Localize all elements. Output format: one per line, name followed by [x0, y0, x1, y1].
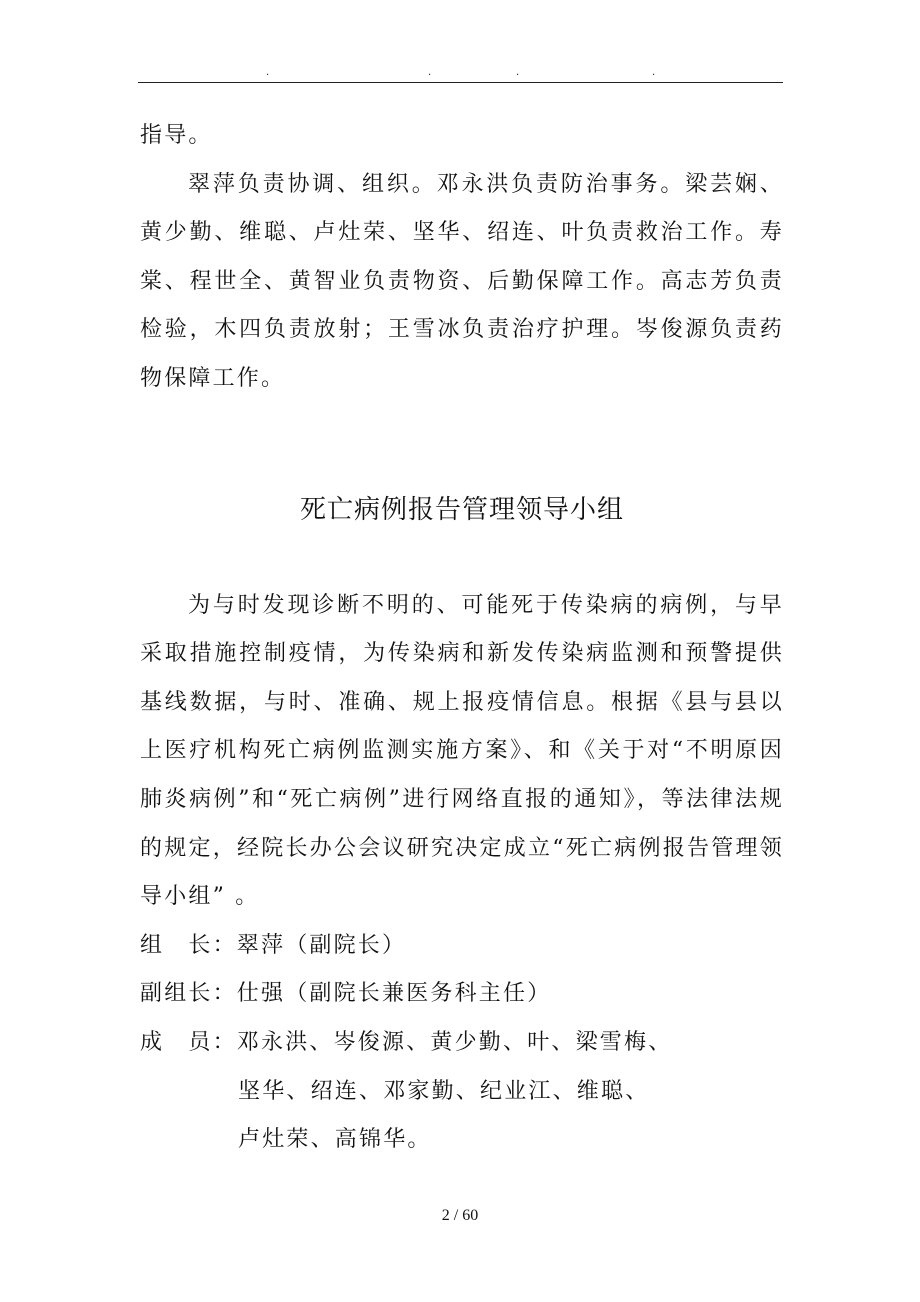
group-members-cont: 坚华、绍连、邓家勤、纪业江、维聪、: [238, 1078, 650, 1104]
paragraph-guidance: 指导。: [140, 123, 213, 148]
group-members: 成 员：邓永洪、岑俊源、黄少勤、叶、梁雪梅、: [140, 1029, 673, 1055]
page-number: 2 / 60: [441, 1207, 479, 1224]
group-members-cont: 卢灶荣、高锦华。: [238, 1127, 432, 1153]
header-dot: .: [428, 67, 432, 78]
header-rule: [138, 82, 783, 83]
paragraph-responsibilities: 翠萍负责协调、组织。邓永洪负责防治事务。梁芸娴、黄少勤、维聪、卢灶荣、坚华、绍连、叶负责救治工作。寿棠、程世全、黄智业负责物资、后勤保障工作。高志芳负责检验，木四负责放射；王雪冰负责治疗护理。岑俊源负责药物保障工作。: [140, 171, 784, 391]
group-deputy: 副组长：仕强（副院长兼医务科主任）: [140, 981, 552, 1007]
header-dot: .: [516, 67, 520, 78]
document-body: [140, 112, 784, 1165]
header-dot: .: [652, 67, 656, 78]
group-leader: 组 长：翠萍（副院长）: [140, 932, 407, 958]
header-dot: .: [266, 67, 270, 78]
section-title: 死亡病例报告管理领导小组: [299, 494, 624, 525]
paragraph-purpose: 为与时发现诊断不明的、可能死于传染病的病例，与早采取措施控制疫情，为传染病和新发传染病监测和预警提供基线数据，与时、准确、规上报疫情信息。根据《县与县以上医疗机构死亡病例监测实施方案》、和《关于对“不明原因肺炎病例”和“死亡病例”进行网络直报的通知》，等法律法规的规定，经院长办公会议研究决定成立“死亡病例报告管理领导小组” 。: [140, 592, 784, 910]
page-header-dots: [138, 66, 783, 80]
